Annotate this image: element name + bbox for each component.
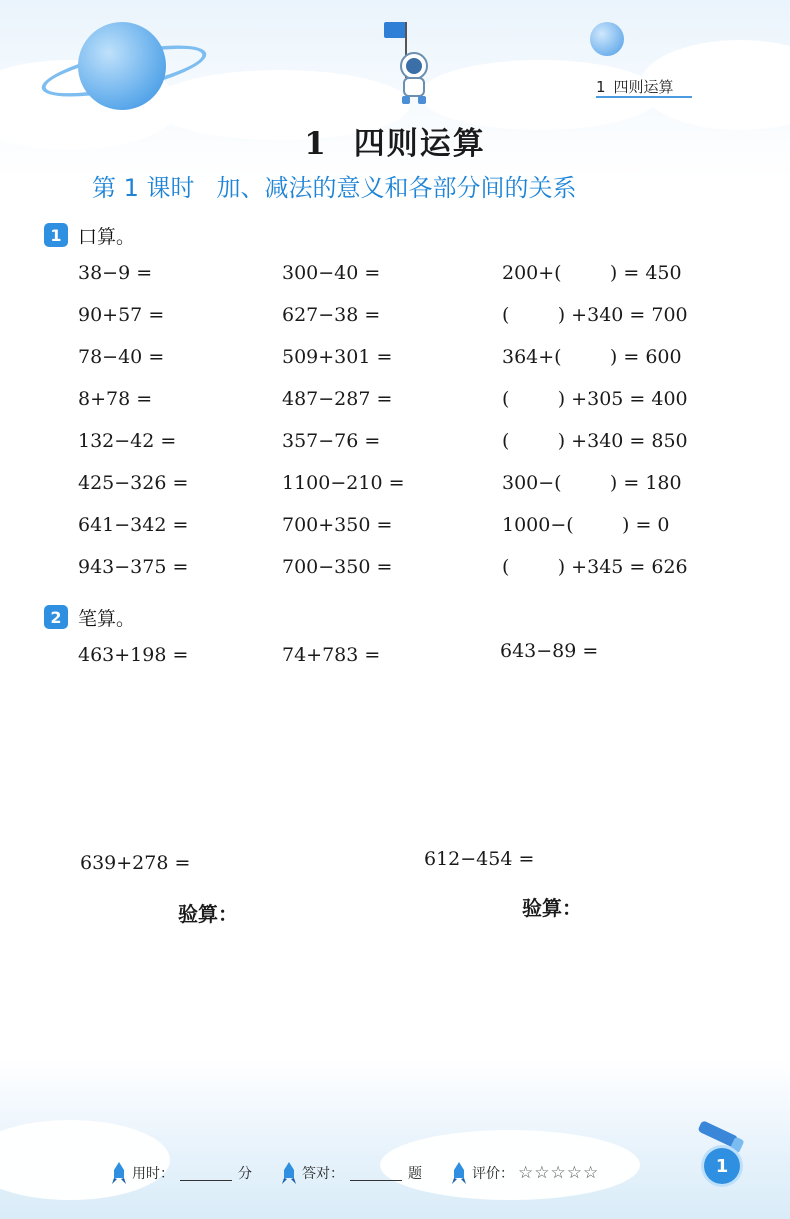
rocket-icon — [282, 1162, 296, 1184]
oral-problem: 300−40 = — [282, 262, 381, 284]
fill-blank-problem: 300−( ) = 180 — [502, 472, 682, 494]
section-2-label: 笔算。 — [78, 607, 136, 630]
fill-blank-problem: 1000−( ) = 0 — [502, 514, 670, 536]
oral-problem: 509+301 = — [282, 346, 393, 368]
section-2-heading — [44, 604, 135, 630]
fill-blank-problem: ( ) +345 = 626 — [502, 556, 688, 578]
verify-label: 验算： — [178, 902, 238, 926]
oral-problem: 90+57 = — [78, 304, 165, 326]
oral-problem: 641−342 = — [78, 514, 189, 536]
oral-problem: 943−375 = — [78, 556, 189, 578]
oral-problem: 627−38 = — [282, 304, 381, 326]
written-problem: 74+783 = — [282, 644, 381, 666]
fill-blank-problem: ( ) +340 = 700 — [502, 304, 688, 326]
oral-problem: 1100−210 = — [282, 472, 405, 494]
running-header — [596, 76, 692, 98]
correct-blank[interactable] — [350, 1166, 402, 1181]
oral-problem: 487−287 = — [282, 388, 393, 410]
footer-bar — [112, 1154, 652, 1194]
rating-stars[interactable]: ☆☆☆☆☆ — [518, 1163, 600, 1183]
rating-label: 评价： — [472, 1166, 514, 1182]
oral-problem: 78−40 = — [78, 346, 165, 368]
oral-problem: 38−9 = — [78, 262, 153, 284]
oral-problem: 132−42 = — [78, 430, 177, 452]
fill-blank-problem: 200+( ) = 450 — [502, 262, 682, 284]
planet-icon — [78, 22, 166, 110]
rocket-icon — [112, 1162, 126, 1184]
correct-field — [282, 1162, 422, 1184]
oral-problem: 700−350 = — [282, 556, 393, 578]
section-2-badge: 2 — [44, 605, 68, 629]
running-header-num: 1 — [596, 78, 606, 96]
section-1-heading — [44, 222, 135, 248]
time-blank[interactable] — [180, 1166, 232, 1181]
correct-label: 答对： — [302, 1166, 344, 1182]
written-problem: 463+198 = — [78, 644, 189, 666]
oral-problem: 8+78 = — [78, 388, 153, 410]
rating-field — [452, 1162, 599, 1184]
oral-problem: 425−326 = — [78, 472, 189, 494]
oral-problem: 700+350 = — [282, 514, 393, 536]
lesson-label: 第 1 课时 — [92, 174, 195, 202]
fill-blank-problem: 364+( ) = 600 — [502, 346, 682, 368]
small-planet-icon — [590, 22, 624, 56]
lesson-name: 加、减法的意义和各部分间的关系 — [216, 174, 577, 202]
written-problem: 612−454 = — [424, 848, 535, 870]
astronaut-icon — [378, 18, 438, 108]
verify-label: 验算： — [522, 896, 582, 920]
section-1-badge: 1 — [44, 223, 68, 247]
time-field — [112, 1162, 252, 1184]
title-number: 1 — [304, 126, 328, 162]
page-title — [0, 118, 790, 163]
time-unit: 分 — [238, 1166, 252, 1182]
correct-unit: 题 — [408, 1166, 422, 1182]
fill-blank-problem: ( ) +340 = 850 — [502, 430, 688, 452]
fill-blank-problem: ( ) +305 = 400 — [502, 388, 688, 410]
page-number: 1 — [704, 1148, 740, 1184]
time-label: 用时： — [132, 1166, 174, 1182]
running-header-title: 四则运算 — [613, 78, 674, 96]
lesson-heading — [92, 168, 732, 203]
oral-problem: 357−76 = — [282, 430, 381, 452]
rocket-icon — [452, 1162, 466, 1184]
written-problem: 643−89 = — [500, 640, 599, 662]
written-problem: 639+278 = — [80, 852, 191, 874]
title-text: 四则运算 — [353, 126, 486, 162]
section-1-label: 口算。 — [78, 225, 136, 248]
